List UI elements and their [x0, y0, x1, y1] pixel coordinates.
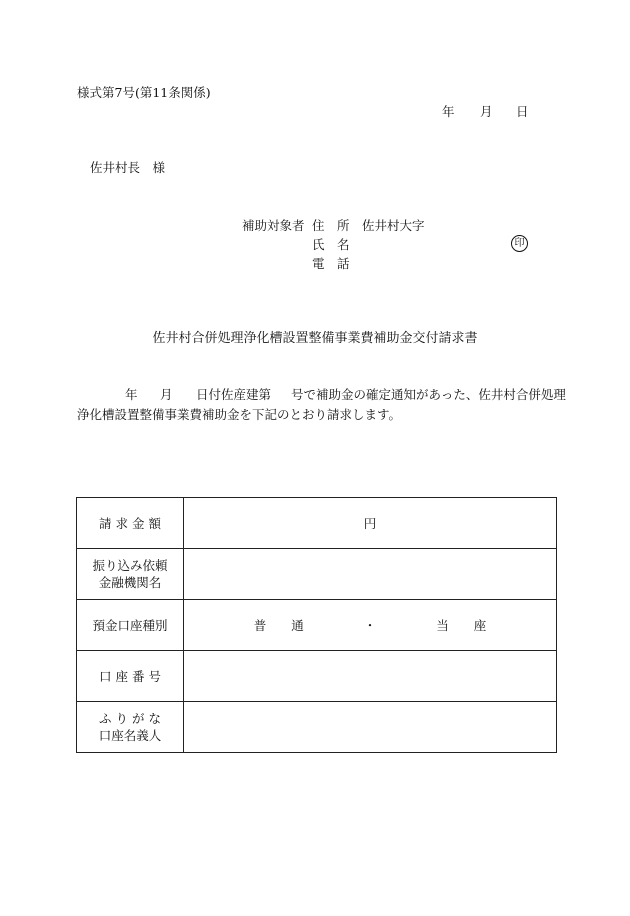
account-type-current[interactable]: 当 座: [436, 618, 487, 633]
name-label: 氏 名: [312, 237, 350, 252]
date-day-label: 日: [516, 104, 529, 119]
account-number-label: 口 座 番 号: [77, 651, 184, 702]
holder-label-line-2: 口座名義人: [98, 728, 162, 743]
applicant-label: 補助対象者: [242, 218, 305, 233]
bank-label-line-2: 金融機関名: [98, 575, 162, 590]
table-row: [77, 600, 557, 651]
body-line-2: 浄化槽設置整備事業費補助金を下記のとおり請求します。: [77, 407, 402, 422]
body-date-number: 日付佐産建第: [196, 387, 272, 402]
account-type-ordinary[interactable]: 普 通: [253, 618, 304, 633]
amount-unit: 円: [363, 516, 377, 531]
address-label: 住 所: [312, 218, 350, 233]
account-number-cell[interactable]: [184, 651, 557, 702]
request-table: [76, 497, 557, 753]
form-number: 様式第7号(第11条関係): [77, 85, 211, 100]
date-month-label: 月: [480, 104, 493, 119]
phone-label: 電 話: [312, 256, 350, 271]
bank-label: [77, 549, 184, 600]
account-type-dot: ・: [363, 618, 377, 633]
account-type-cell[interactable]: [184, 600, 557, 651]
body-month: 月: [160, 387, 173, 402]
bank-cell[interactable]: [184, 549, 557, 600]
date-year-label: 年: [442, 104, 455, 119]
table-row: [77, 549, 557, 600]
address-value: 佐井村大字: [362, 218, 425, 233]
holder-cell[interactable]: [184, 702, 557, 753]
seal-mark: 印: [511, 235, 528, 252]
account-type-label: 預金口座種別: [77, 600, 184, 651]
holder-label: [77, 702, 184, 753]
document-title: 佐井村合併処理浄化槽設置整備事業費補助金交付請求書: [152, 331, 478, 346]
body-notice-text: 号で補助金の確定通知があった、佐井村合併処理: [291, 387, 566, 402]
table-row: [77, 498, 557, 549]
table-row: [77, 651, 557, 702]
holder-label-line-1: ふ り が な: [99, 711, 161, 726]
amount-cell[interactable]: [184, 498, 557, 549]
bank-label-line-1: 振り込み依頼: [92, 558, 168, 573]
addressee: 佐井村長 様: [90, 160, 166, 175]
body-year: 年: [125, 387, 138, 402]
amount-label: 請 求 金 額: [77, 498, 184, 549]
table-row: [77, 702, 557, 753]
